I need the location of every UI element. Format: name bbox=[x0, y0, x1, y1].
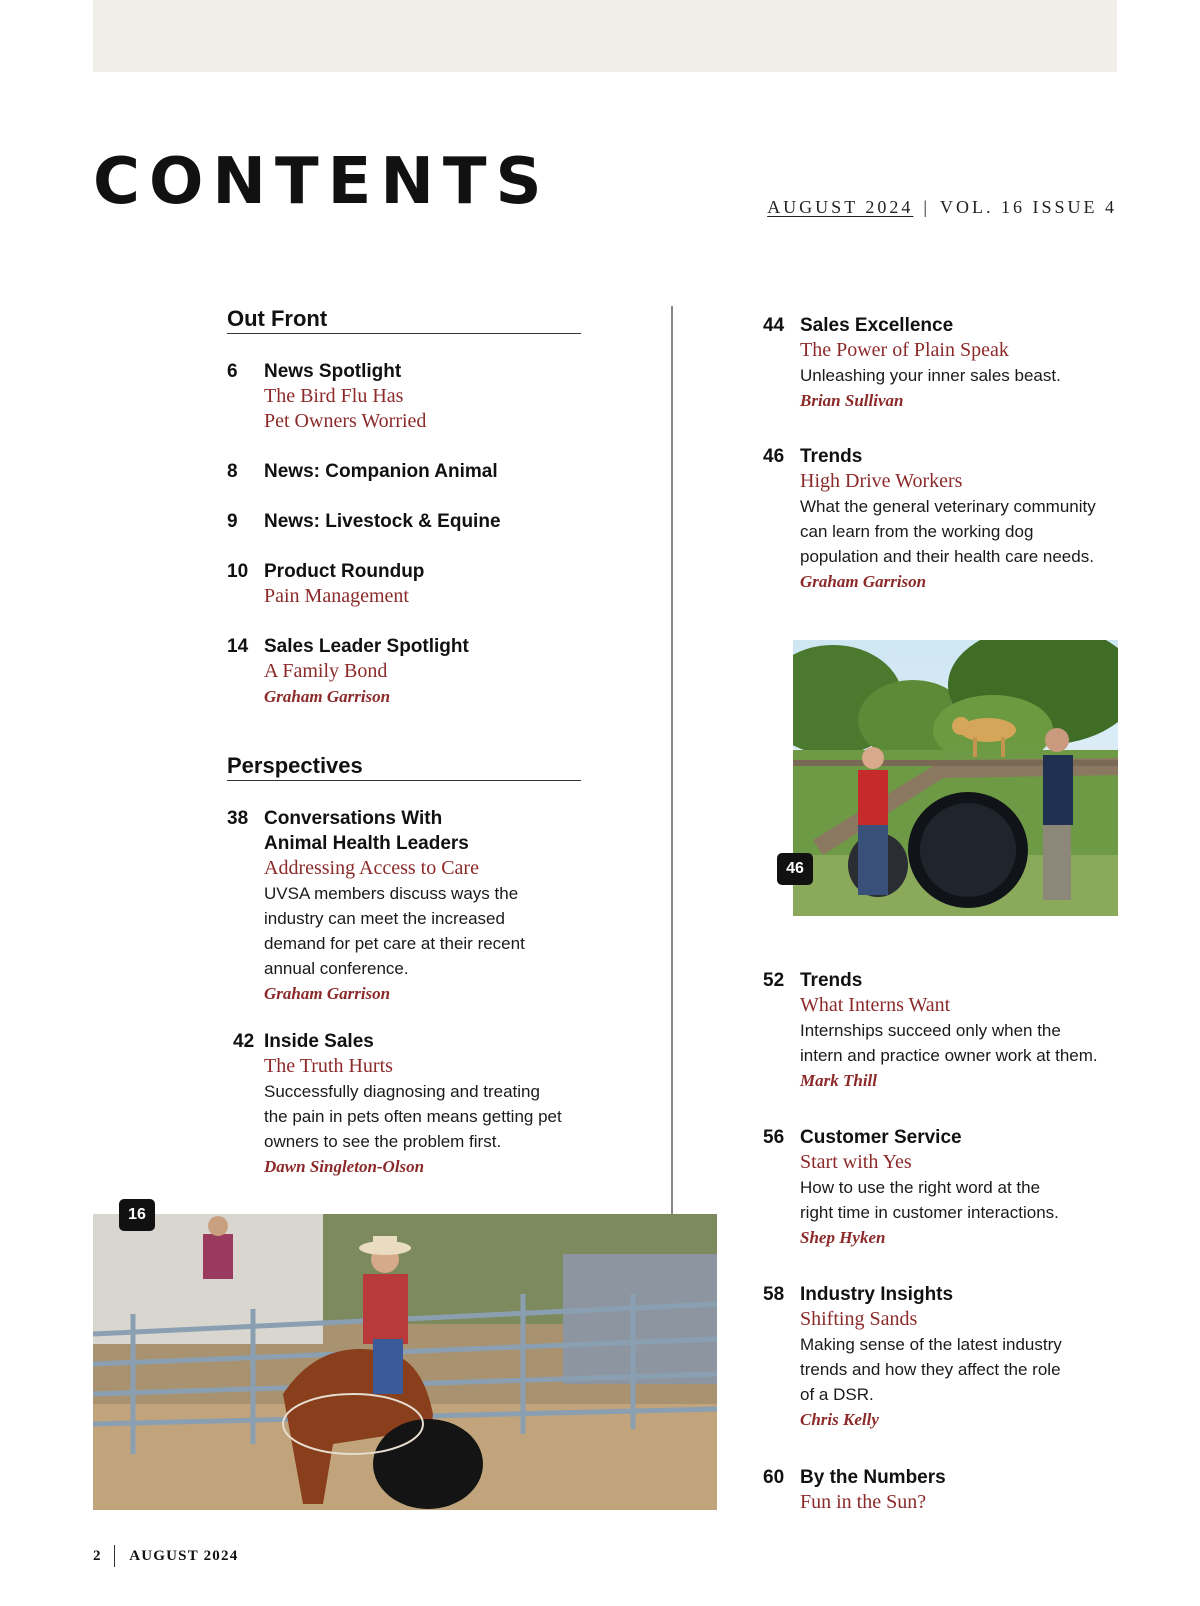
toc-author: Graham Garrison bbox=[800, 572, 927, 591]
section-heading-perspectives: Perspectives bbox=[227, 753, 581, 781]
toc-description: annual conference. bbox=[264, 959, 409, 978]
section-heading-out-front: Out Front bbox=[227, 306, 581, 334]
toc-description: How to use the right word at the bbox=[800, 1178, 1041, 1197]
footer-page-number: 2 bbox=[93, 1547, 102, 1564]
toc-story-title: Shifting Sands bbox=[800, 1308, 918, 1330]
toc-entry-56[interactable] bbox=[763, 1125, 1143, 1250]
toc-story-title: What Interns Want bbox=[800, 994, 951, 1016]
rodeo-photo bbox=[93, 1214, 717, 1510]
page-footer bbox=[93, 1544, 238, 1568]
toc-page-number: 9 bbox=[227, 511, 238, 532]
toc-entry-8[interactable] bbox=[227, 459, 587, 484]
toc-story-title: Pain Management bbox=[264, 585, 409, 607]
toc-story-title: The Truth Hurts bbox=[264, 1055, 393, 1077]
toc-author: Shep Hyken bbox=[800, 1228, 886, 1247]
toc-heading: Sales Excellence bbox=[800, 315, 954, 336]
toc-page-number: 6 bbox=[227, 361, 238, 382]
toc-entry-60[interactable] bbox=[763, 1465, 1143, 1515]
dog-agility-photo bbox=[793, 640, 1118, 916]
toc-page-number: 44 bbox=[763, 315, 785, 336]
toc-description: owners to see the problem first. bbox=[264, 1132, 502, 1151]
toc-page-number: 10 bbox=[227, 561, 249, 582]
footer-divider bbox=[114, 1545, 116, 1567]
toc-heading: Trends bbox=[800, 970, 863, 991]
toc-story-title: A Family Bond bbox=[264, 660, 388, 682]
column-divider bbox=[671, 306, 673, 1214]
toc-page-number: 8 bbox=[227, 461, 238, 482]
toc-page-number: 42 bbox=[233, 1031, 255, 1052]
toc-page-number: 14 bbox=[227, 636, 249, 657]
toc-description: Successfully diagnosing and treating bbox=[264, 1082, 540, 1101]
issue-date[interactable]: AUGUST 2024 bbox=[767, 197, 914, 217]
dog-agility-illustration bbox=[793, 640, 1118, 916]
toc-page-number: 46 bbox=[763, 446, 785, 467]
toc-story-title: High Drive Workers bbox=[800, 470, 963, 492]
toc-description: right time in customer interactions. bbox=[800, 1203, 1059, 1222]
toc-description: trends and how they affect the role bbox=[800, 1360, 1061, 1379]
toc-heading: By the Numbers bbox=[800, 1467, 946, 1488]
toc-author: Dawn Singleton-Olson bbox=[264, 1157, 425, 1176]
toc-story-title: The Bird Flu Has bbox=[264, 385, 404, 407]
toc-description: UVSA members discuss ways the bbox=[264, 884, 519, 903]
toc-heading: Customer Service bbox=[800, 1127, 962, 1148]
toc-description: Making sense of the latest industry bbox=[800, 1335, 1062, 1354]
toc-entry-44[interactable] bbox=[763, 313, 1143, 413]
toc-heading: News: Livestock & Equine bbox=[264, 511, 501, 532]
toc-heading: Trends bbox=[800, 446, 863, 467]
page-badge-16: 16 bbox=[119, 1199, 155, 1231]
toc-description: population and their health care needs. bbox=[800, 547, 1094, 566]
toc-description: the pain in pets often means getting pet bbox=[264, 1107, 562, 1126]
toc-author: Graham Garrison bbox=[264, 687, 391, 706]
toc-entry-14[interactable] bbox=[227, 634, 587, 709]
toc-page-number: 38 bbox=[227, 808, 249, 829]
toc-entry-58[interactable] bbox=[763, 1282, 1143, 1432]
toc-heading: Inside Sales bbox=[264, 1031, 374, 1052]
toc-story-title: Pet Owners Worried bbox=[264, 410, 427, 432]
toc-entry-9[interactable] bbox=[227, 509, 587, 534]
toc-description: Internships succeed only when the bbox=[800, 1021, 1061, 1040]
toc-heading: Industry Insights bbox=[800, 1284, 954, 1305]
rodeo-illustration bbox=[93, 1214, 717, 1510]
toc-page-number: 60 bbox=[763, 1467, 785, 1488]
toc-description: Unleashing your inner sales beast. bbox=[800, 366, 1061, 385]
toc-description: can learn from the working dog bbox=[800, 522, 1034, 541]
toc-author: Mark Thill bbox=[800, 1071, 877, 1090]
issue-info bbox=[767, 197, 1117, 218]
issue-volume: VOL. 16 ISSUE 4 bbox=[939, 197, 1117, 217]
toc-entry-38[interactable] bbox=[227, 806, 587, 1006]
toc-author: Chris Kelly bbox=[800, 1410, 879, 1429]
toc-author: Brian Sullivan bbox=[800, 391, 904, 410]
toc-page-number: 52 bbox=[763, 970, 785, 991]
toc-story-title: Start with Yes bbox=[800, 1151, 912, 1173]
toc-heading: News: Companion Animal bbox=[264, 461, 498, 482]
top-band bbox=[93, 0, 1117, 72]
toc-description: demand for pet care at their recent bbox=[264, 934, 525, 953]
issue-separator: | bbox=[923, 197, 930, 217]
toc-entry-6[interactable] bbox=[227, 359, 587, 434]
toc-entry-42[interactable] bbox=[233, 1029, 593, 1179]
toc-entry-10[interactable] bbox=[227, 559, 587, 609]
toc-heading: Animal Health Leaders bbox=[264, 833, 469, 854]
toc-heading: Sales Leader Spotlight bbox=[264, 636, 469, 657]
toc-entry-52[interactable] bbox=[763, 968, 1143, 1093]
footer-issue: AUGUST 2024 bbox=[129, 1547, 239, 1564]
page-title: CONTENTS bbox=[93, 145, 551, 219]
toc-description: of a DSR. bbox=[800, 1385, 874, 1404]
toc-description: What the general veterinary community bbox=[800, 497, 1096, 516]
toc-story-title: Fun in the Sun? bbox=[800, 1491, 927, 1513]
toc-heading: Conversations With bbox=[264, 808, 443, 829]
toc-page-number: 58 bbox=[763, 1284, 785, 1305]
toc-page-number: 56 bbox=[763, 1127, 785, 1148]
toc-description: industry can meet the increased bbox=[264, 909, 505, 928]
toc-description: intern and practice owner work at them. bbox=[800, 1046, 1098, 1065]
page-badge-46: 46 bbox=[777, 853, 813, 885]
toc-story-title: The Power of Plain Speak bbox=[800, 339, 1009, 361]
toc-story-title: Addressing Access to Care bbox=[264, 857, 479, 879]
toc-heading: Product Roundup bbox=[264, 561, 425, 582]
toc-author: Graham Garrison bbox=[264, 984, 391, 1003]
toc-entry-46[interactable] bbox=[763, 444, 1143, 594]
toc-heading: News Spotlight bbox=[264, 361, 402, 382]
